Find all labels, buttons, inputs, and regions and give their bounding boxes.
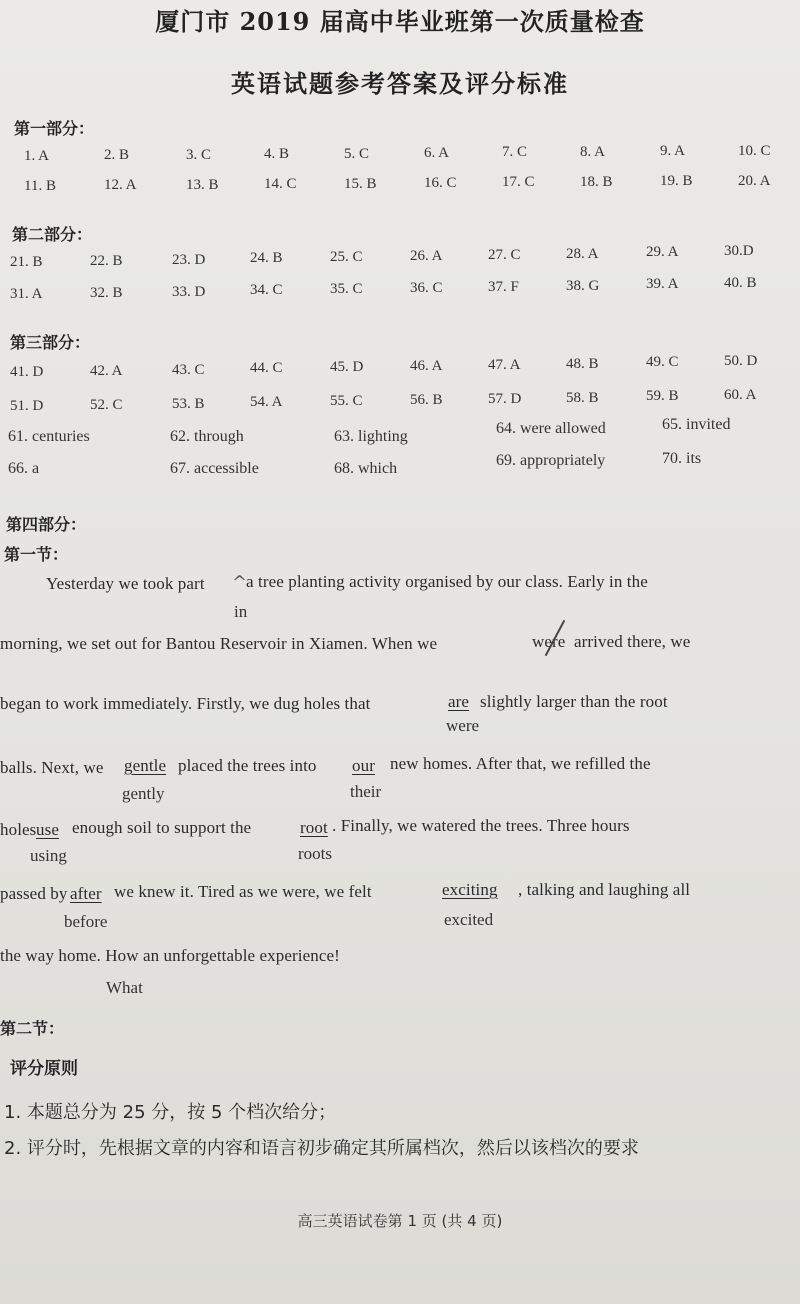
- answer-item: 43. C: [172, 362, 205, 378]
- answer-item: 17. C: [502, 174, 535, 190]
- essay-text: a tree planting activity organised by our class. Early in the: [246, 572, 648, 591]
- answer-item: 46. A: [410, 358, 443, 374]
- answer-item: 59. B: [646, 388, 679, 404]
- answer-item: 37. F: [488, 279, 519, 295]
- essay-error-word: gentle: [124, 756, 167, 775]
- part4-heading: 第四部分：: [6, 515, 87, 534]
- answer-item: 20. A: [738, 173, 771, 189]
- answer-item: 38. G: [566, 278, 600, 294]
- essay-text: arrived there, we: [574, 632, 691, 651]
- essay-text: the way home. How an unforgettable experience!: [0, 946, 340, 965]
- page-footer: 高三英语试卷第 1 页 (共 4 页): [297, 1212, 503, 1230]
- answer-item: 18. B: [580, 174, 613, 190]
- answer-item: 16. C: [424, 175, 457, 191]
- essay-error-word: are: [448, 692, 470, 711]
- part1-heading: 第一部分：: [14, 119, 95, 138]
- answer-item: 2. B: [104, 147, 130, 163]
- correction: before: [64, 912, 108, 931]
- answer-item: 42. A: [90, 363, 123, 379]
- answer-item: 32. B: [90, 285, 123, 301]
- answer-item: 47. A: [488, 357, 521, 373]
- essay-text: . Finally, we watered the trees. Three hours: [332, 816, 630, 835]
- essay-error-word: use: [36, 820, 59, 839]
- essay-text: slightly larger than the root: [480, 692, 668, 711]
- answer-item: 22. B: [90, 253, 123, 269]
- essay-text: holes: [0, 820, 37, 839]
- fill-answer: 62. through: [170, 428, 244, 445]
- answer-item: 8. A: [580, 144, 606, 160]
- correction: using: [30, 846, 67, 865]
- answer-item: 11. B: [24, 178, 56, 194]
- part4-section2-heading: 第二节：: [0, 1019, 65, 1038]
- answer-item: 3. C: [186, 147, 212, 163]
- answer-item: 33. D: [172, 284, 206, 300]
- answer-item: 53. B: [172, 396, 205, 412]
- part2-heading: 第二部分：: [12, 225, 93, 244]
- essay-text: enough soil to support the: [72, 818, 252, 837]
- essay-error-word: after: [70, 884, 102, 903]
- answer-item: 48. B: [566, 356, 599, 372]
- part4-section1-heading: 第一节：: [4, 545, 69, 564]
- answer-item: 52. C: [90, 397, 123, 413]
- answer-item: 4. B: [264, 146, 290, 162]
- fill-answer: 68. which: [334, 460, 398, 477]
- essay-error-word: root: [300, 818, 328, 837]
- fill-answer: 67. accessible: [170, 460, 259, 477]
- answer-item: 1. A: [24, 148, 50, 164]
- answer-item: 15. B: [344, 176, 377, 192]
- fill-answer: 61. centuries: [8, 428, 90, 445]
- answer-item: 39. A: [646, 276, 679, 292]
- fill-answer: 70. its: [662, 450, 702, 467]
- correction: were: [446, 716, 480, 735]
- essay-text: , talking and laughing all: [518, 880, 691, 899]
- answer-item: 9. A: [660, 143, 686, 159]
- essay-text: balls. Next, we: [0, 758, 104, 777]
- insertion-caret: ^: [232, 572, 248, 593]
- fill-answer: 63. lighting: [334, 428, 408, 445]
- fill-answer: 64. were allowed: [496, 420, 606, 437]
- essay-text: we knew it. Tired as we were, we felt: [114, 882, 372, 901]
- answer-item: 14. C: [264, 176, 297, 192]
- answer-item: 54. A: [250, 394, 283, 410]
- correction: What: [106, 978, 143, 997]
- answer-item: 27. C: [488, 247, 521, 263]
- answer-item: 60. A: [724, 387, 757, 403]
- correction: gently: [122, 784, 165, 803]
- answer-item: 10. C: [738, 143, 771, 159]
- answer-item: 28. A: [566, 246, 599, 262]
- answer-item: 51. D: [10, 398, 44, 414]
- answer-item: 49. C: [646, 354, 679, 370]
- essay-text: began to work immediately. Firstly, we dug holes that: [0, 694, 371, 713]
- answer-item: 29. A: [646, 244, 679, 260]
- answer-item: 6. A: [424, 145, 450, 161]
- essay-text: Yesterday we took part: [46, 574, 205, 593]
- scoring-principles-heading: 评分原则: [10, 1059, 78, 1079]
- answer-item: 50. D: [724, 353, 758, 369]
- essay-deleted-word: were: [532, 632, 566, 651]
- correction: excited: [444, 910, 494, 929]
- essay-text: new homes. After that, we refilled the: [390, 754, 651, 773]
- answer-item: 55. C: [330, 393, 363, 409]
- correction: their: [350, 782, 382, 801]
- correction: in: [234, 602, 248, 621]
- essay-text: passed by: [0, 884, 68, 903]
- answer-item: 41. D: [10, 364, 44, 380]
- answer-item: 21. B: [10, 254, 43, 270]
- answer-item: 13. B: [186, 177, 219, 193]
- page-title: 厦门市 2019 届高中毕业班第一次质量检查: [155, 7, 645, 36]
- answer-item: 23. D: [172, 252, 206, 268]
- answer-item: 19. B: [660, 173, 693, 189]
- answer-item: 7. C: [502, 144, 528, 160]
- answer-item: 25. C: [330, 249, 363, 265]
- fill-answer: 65. invited: [662, 416, 731, 433]
- answer-item: 44. C: [250, 360, 283, 376]
- answer-item: 34. C: [250, 282, 283, 298]
- essay-text: morning, we set out for Bantou Reservoir in Xiamen. When we: [0, 634, 438, 653]
- answer-item: 12. A: [104, 177, 137, 193]
- answer-item: 45. D: [330, 359, 364, 375]
- fill-answer: 66. a: [8, 460, 40, 477]
- answer-item: 40. B: [724, 275, 757, 291]
- answer-item: 24. B: [250, 250, 283, 266]
- page-subtitle: 英语试题参考答案及评分标准: [231, 70, 569, 98]
- scoring-principle: 1. 本题总分为 25 分，按 5 个档次给分；: [4, 1102, 337, 1123]
- answer-item: 5. C: [344, 146, 370, 162]
- answer-item: 58. B: [566, 390, 599, 406]
- answer-item: 30.D: [724, 243, 754, 259]
- answer-item: 56. B: [410, 392, 443, 408]
- essay-error-word: exciting: [442, 880, 498, 899]
- answer-item: 35. C: [330, 281, 363, 297]
- essay-error-word: our: [352, 756, 375, 775]
- correction: roots: [298, 844, 332, 863]
- scoring-principle: 2. 评分时，先根据文章的内容和语言初步确定其所属档次，然后以该档次的要求: [4, 1138, 639, 1159]
- part3-heading: 第三部分：: [10, 333, 91, 352]
- essay-text: placed the trees into: [178, 756, 317, 775]
- answer-item: 36. C: [410, 280, 443, 296]
- fill-answer: 69. appropriately: [496, 452, 606, 469]
- answer-item: 57. D: [488, 391, 522, 407]
- answer-item: 26. A: [410, 248, 443, 264]
- answer-item: 31. A: [10, 286, 43, 302]
